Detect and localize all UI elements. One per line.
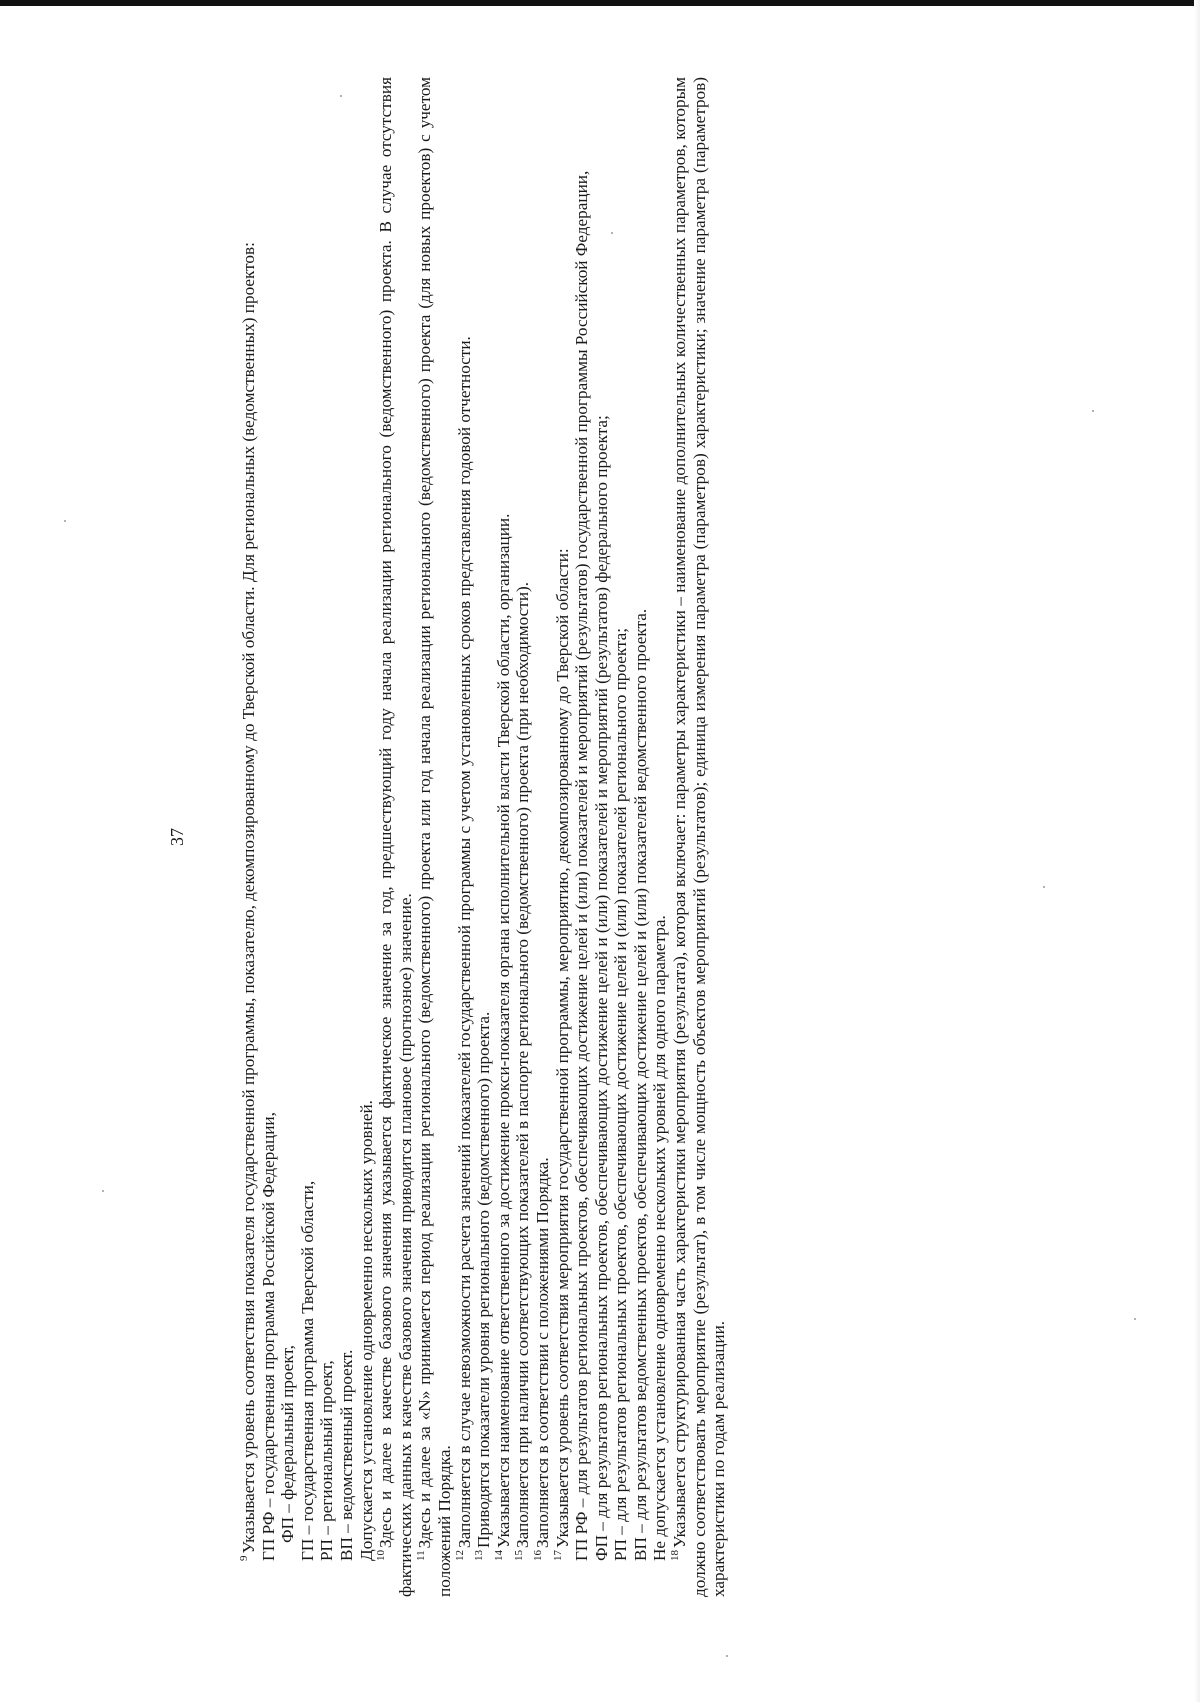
footnote-text: ГП РФ – для результатов региональных проектов, обеспечивающих достижение целей и (или) показателей и мероприятий (результатов) государственной программы Российской Федерации,	[572, 170, 592, 1561]
footnote-15	[513, 77, 533, 1597]
footnote-9-item	[278, 77, 298, 1597]
footnote-text: Указывается уровень соответствия показателя государственной программы, показателю, декомпозированному до Тверской области. Для региональных (ведомственных) проектов:	[239, 242, 258, 1554]
scan-speck	[1134, 1318, 1136, 1320]
footnote-text: ГП РФ – государственная программа Российской Федерации,	[258, 1112, 278, 1561]
scan-speck	[1043, 886, 1045, 888]
footnote-13	[474, 77, 494, 1597]
scan-speck	[340, 95, 342, 97]
scan-edge-shadow	[1194, 0, 1200, 1702]
scan-speck	[611, 232, 613, 234]
footnote-marker: 13	[473, 1550, 486, 1561]
footnote-marker: 17	[551, 1550, 564, 1561]
footnote-17-item	[650, 77, 670, 1597]
footnote-9-item	[259, 77, 279, 1597]
footnote-text: Заполняется в случае невозможности расчета значений показателей государственной программы с учетом установленных сроков представления годовой отчетности.	[454, 336, 474, 1548]
footnote-marker: 18	[669, 1550, 682, 1561]
footnote-text: Указывается структурированная часть характеристики мероприятия (результата), которая включает: параметры характеристики – наименование дополнительных количественных параметров, которым должно соответствовать мероприятие (результат), в том числе мощность объектов мероприятий (результатов); единица измерения параметра (параметров) характеристики; значение параметра (параметров) характеристики по годам реализации.	[670, 77, 729, 1597]
footnote-9-item	[298, 77, 318, 1597]
footnotes-block	[239, 77, 729, 1597]
footnote-marker: 15	[512, 1550, 525, 1561]
footnote-11	[415, 77, 454, 1597]
footnote-text: РП – для результатов региональных проектов, обеспечивающих достижение целей и (или) показателей регионального проекта;	[611, 627, 631, 1561]
footnote-marker: 10	[375, 1550, 388, 1561]
footnote-marker: 9	[238, 1555, 251, 1561]
footnote-text: ВП – ведомственный проект.	[336, 1349, 356, 1561]
footnote-16	[533, 77, 553, 1597]
footnote-17-item	[611, 77, 631, 1597]
footnote-17-item	[592, 77, 612, 1597]
footnote-14	[494, 77, 514, 1597]
footnote-text: Здесь и далее за «N» принимается период реализации регионального (ведомственного) проекта или год начала реализации регионального (ведомственного) проекта (для новых проектов) с учетом положений Порядка.	[415, 77, 454, 1597]
scan-speck	[64, 520, 66, 522]
footnote-9	[239, 77, 259, 1597]
scan-edge-bar	[0, 0, 1200, 6]
footnote-9-item	[357, 77, 377, 1597]
footnote-10	[376, 77, 415, 1597]
footnote-marker: 16	[532, 1550, 545, 1561]
footnote-text: ВП – для результатов ведомственных проектов, обеспечивающих достижение целей и (или) показателей ведомственного проекта.	[630, 608, 650, 1561]
footnote-text: Не допускается установление одновременно нескольких уровней для одного параметра.	[650, 915, 670, 1561]
footnote-text: Приводятся показатели уровня регионального (ведомственного) проекта.	[474, 1011, 494, 1548]
footnote-text: ГП – государственная программа Тверской области,	[297, 1180, 317, 1561]
footnote-9-item	[337, 77, 357, 1597]
footnote-text: ФП – федеральный проект,	[278, 1345, 298, 1543]
footnote-text: Заполняется при наличии соответствующих показателей в паспорте регионального (ведомственного) проекта (при необходимости).	[513, 581, 533, 1548]
footnote-marker: 12	[453, 1550, 466, 1561]
scan-speck	[726, 1655, 728, 1657]
footnote-text: Указывается уровень соответствия мероприятия государственной программы, мероприятию, декомпозированному до Тверской области:	[552, 548, 572, 1548]
footnote-text: Заполняется в соответствии с положениями Порядка.	[532, 1157, 552, 1548]
footnote-12	[455, 77, 475, 1597]
page-number: 37	[167, 828, 187, 846]
footnote-text: Допускается установление одновременно нескольких уровней.	[356, 1100, 376, 1561]
document-page	[165, 77, 1065, 1597]
footnote-marker: 11	[414, 1550, 427, 1561]
footnote-text: ФП – для результатов региональных проектов, обеспечивающих достижение целей и (или) показателей и мероприятий (результатов) федерального проекта;	[591, 415, 611, 1561]
footnote-18	[670, 77, 729, 1597]
scan-speck	[102, 1190, 104, 1192]
footnote-17-item	[572, 77, 592, 1597]
footnote-text: Здесь и далее в качестве базового значения указывается фактическое значение за год, предшествующий году начала реализации регионального (ведомственного) проекта. В случае отсутствия фактических данных в качестве базового значения приводится плановое (прогнозное) значение.	[376, 77, 415, 1597]
footnote-text: РП – региональный проект,	[317, 1360, 337, 1561]
scan-speck	[1092, 410, 1094, 412]
footnote-marker: 14	[492, 1550, 505, 1561]
footnote-17	[553, 77, 573, 1597]
footnote-9-item	[317, 77, 337, 1597]
footnote-17-item	[631, 77, 651, 1597]
footnote-text: Указывается наименование ответственного за достижение прокси-показателя органа исполнительной власти Тверской области, организации.	[493, 513, 513, 1548]
